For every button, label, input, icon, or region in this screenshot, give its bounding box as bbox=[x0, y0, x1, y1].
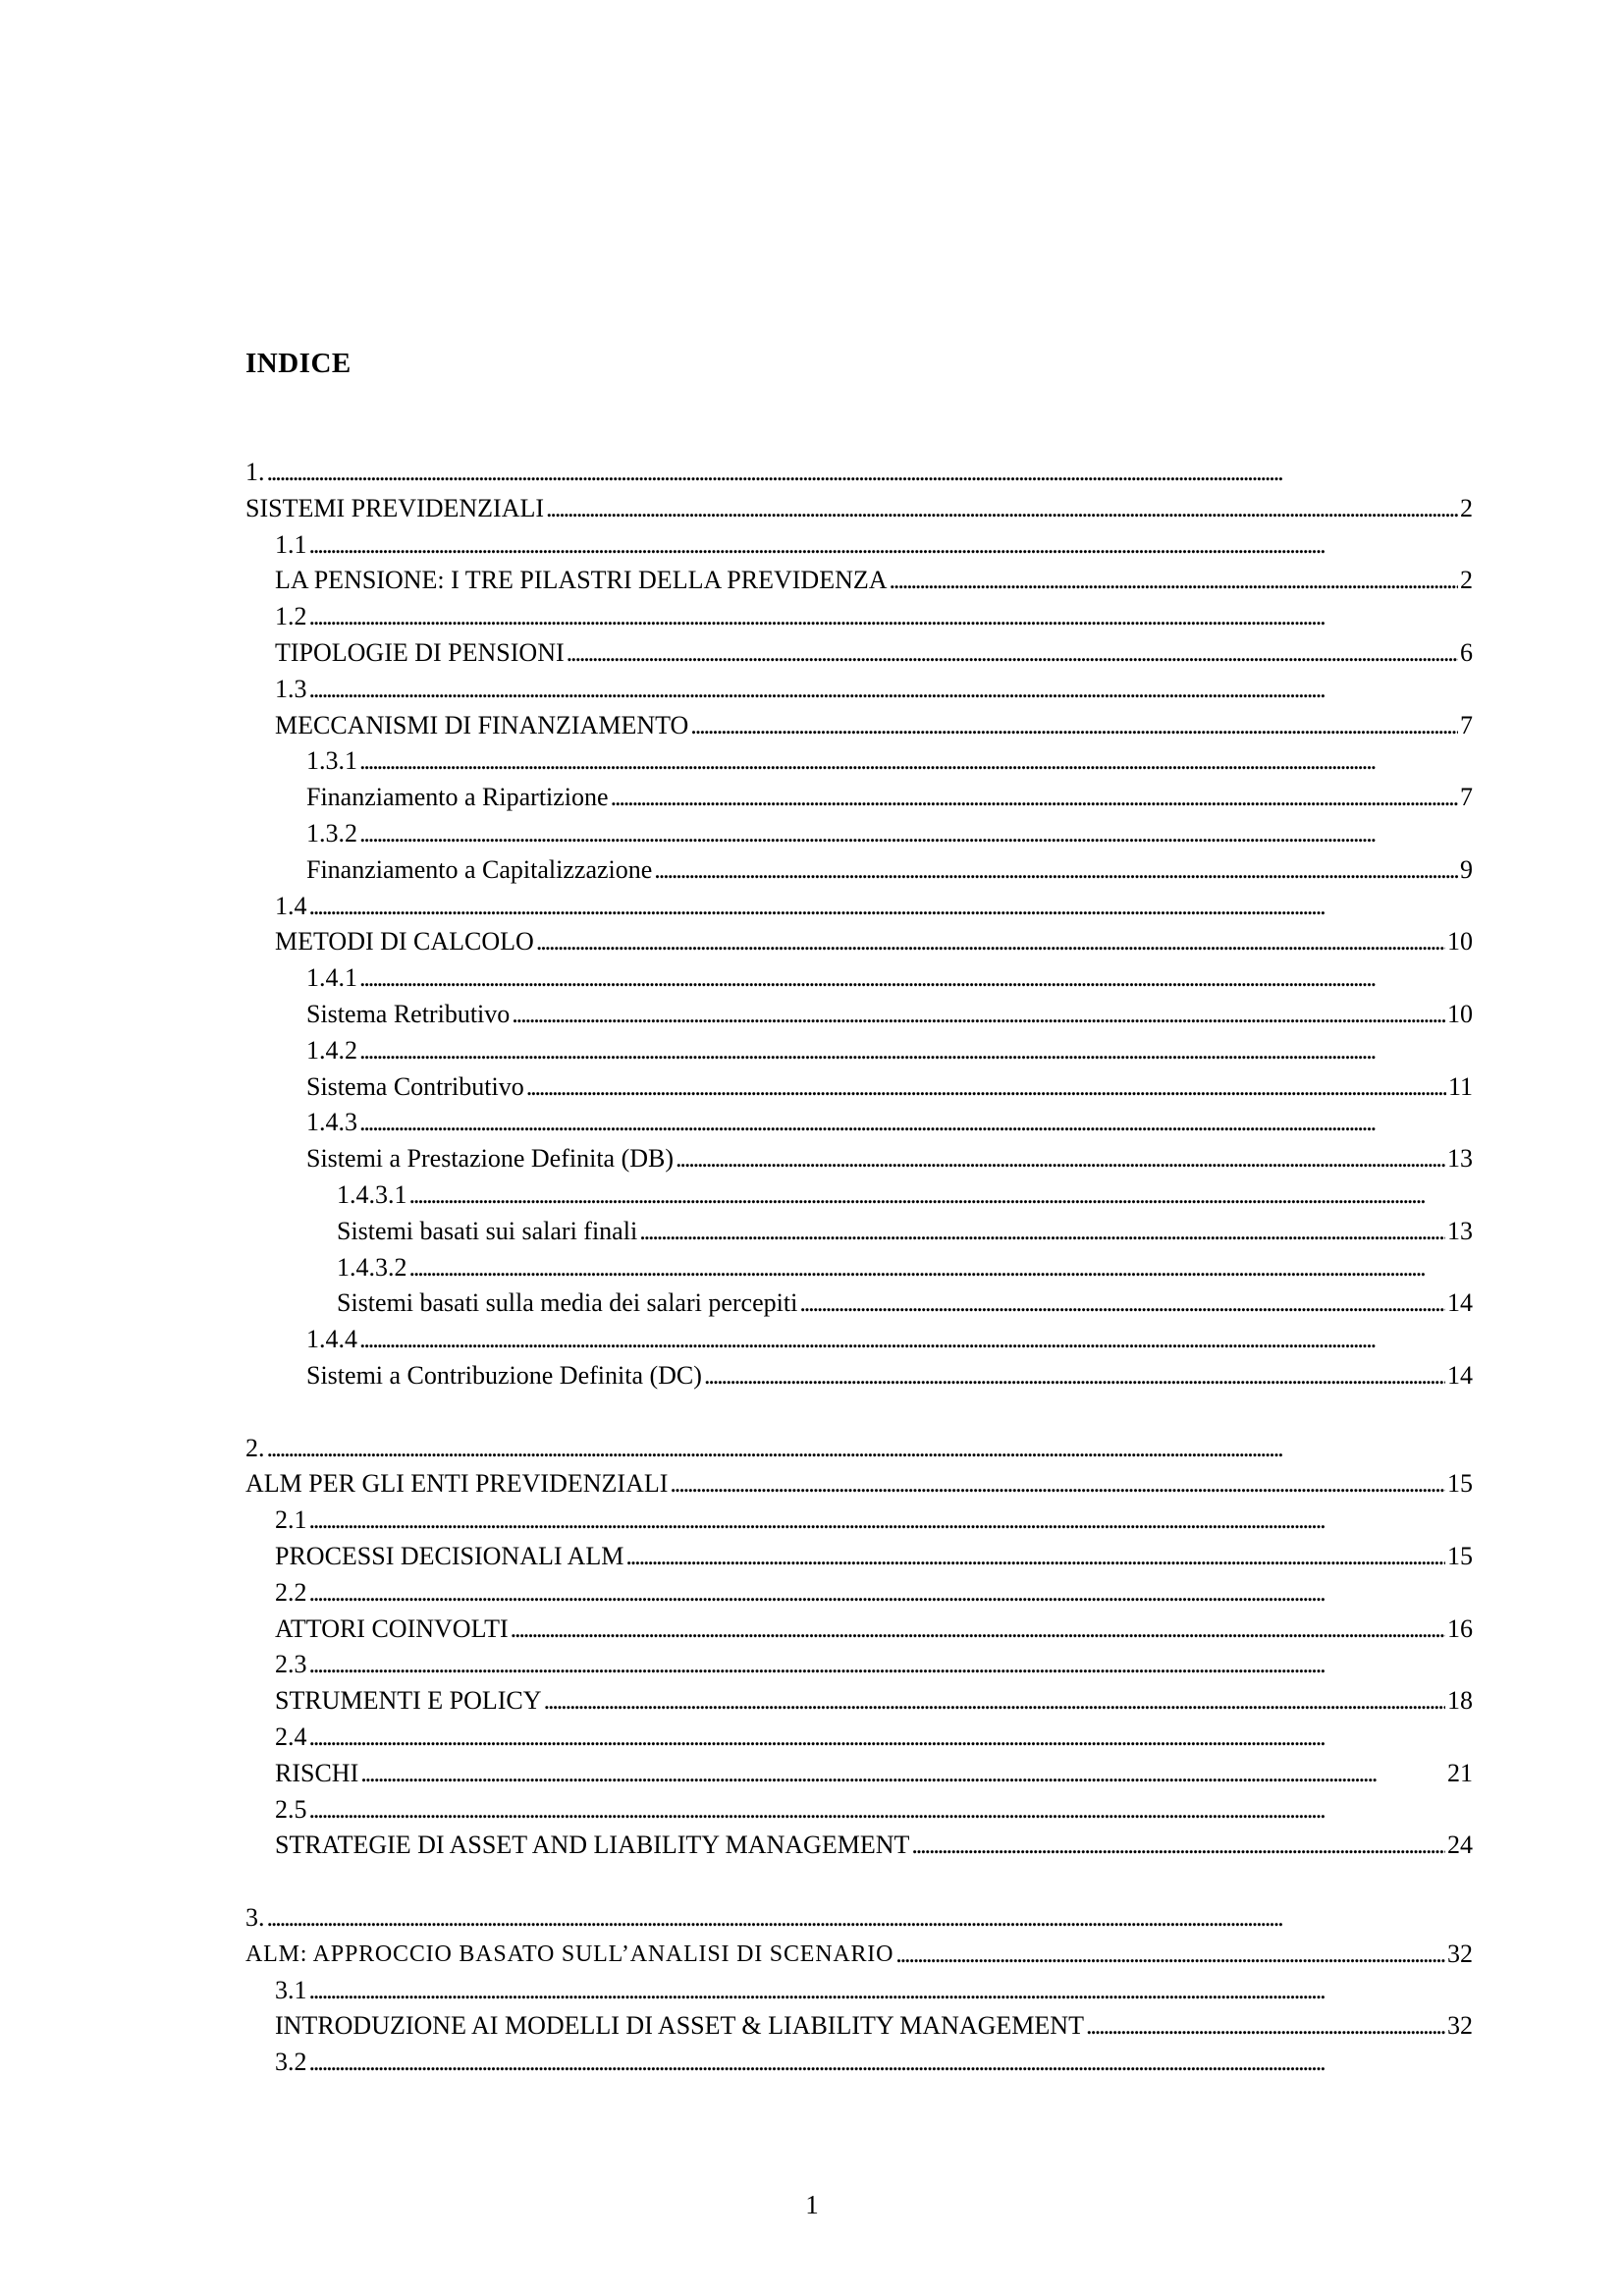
toc-entry-text: ATTORI COINVOLTI bbox=[275, 1613, 509, 1643]
toc-entry-number[interactable] bbox=[245, 456, 1465, 489]
toc-entry-page: 24 bbox=[1447, 1831, 1473, 1860]
toc-entry-text: 1.4.4 bbox=[306, 1325, 357, 1354]
toc-entry-number[interactable] bbox=[306, 1034, 1465, 1067]
toc-entry[interactable] bbox=[306, 853, 1473, 887]
toc-entry-text: 1.3 bbox=[275, 674, 307, 703]
dot-leader bbox=[567, 636, 1458, 670]
dot-leader bbox=[544, 1684, 1445, 1718]
dot-leader bbox=[309, 2046, 1466, 2079]
toc-entry[interactable] bbox=[275, 925, 1473, 958]
toc-entry[interactable] bbox=[275, 564, 1473, 597]
toc-entry-number[interactable] bbox=[275, 1974, 1465, 2007]
dot-leader bbox=[512, 998, 1445, 1031]
toc-entry-number[interactable] bbox=[275, 528, 1465, 562]
dot-leader bbox=[911, 1829, 1445, 1862]
dot-leader bbox=[309, 1793, 1466, 1827]
toc-entry-number[interactable] bbox=[245, 1901, 1465, 1935]
toc-entry-text: 1.4.2 bbox=[306, 1035, 357, 1065]
toc-entry-page: 7 bbox=[1460, 783, 1473, 812]
toc-entry[interactable] bbox=[245, 492, 1473, 525]
toc-entry-text: 1.4.3.1 bbox=[337, 1180, 407, 1209]
toc-entry-text: MECCANISMI DI FINANZIAMENTO bbox=[275, 710, 689, 739]
toc-entry[interactable] bbox=[306, 1070, 1473, 1104]
dot-leader bbox=[890, 564, 1458, 597]
toc-entry-number[interactable] bbox=[306, 1106, 1465, 1139]
toc-entry-number[interactable] bbox=[275, 1576, 1465, 1610]
toc-entry-page: 32 bbox=[1447, 1939, 1473, 1968]
dot-leader bbox=[267, 1432, 1466, 1465]
toc-entry-number[interactable] bbox=[275, 673, 1465, 706]
toc-entry[interactable] bbox=[245, 1467, 1473, 1501]
toc-entry[interactable] bbox=[275, 1540, 1473, 1573]
dot-leader bbox=[267, 456, 1466, 489]
toc-entry-text: TIPOLOGIE DI PENSIONI bbox=[275, 638, 565, 667]
toc-entry-text: 1.4.3.2 bbox=[337, 1252, 407, 1282]
page-number: 1 bbox=[805, 2190, 819, 2219]
dot-leader bbox=[536, 925, 1445, 958]
toc-entry-page: 2 bbox=[1460, 566, 1473, 595]
toc-entry-page: 6 bbox=[1460, 638, 1473, 667]
toc-entry-page: 14 bbox=[1447, 1288, 1473, 1318]
toc-entry-text: 3.2 bbox=[275, 2048, 307, 2077]
toc-entry-text: Sistema Contributivo bbox=[306, 1071, 524, 1101]
toc-entry-text: 3. bbox=[245, 1903, 265, 1932]
toc-entry[interactable] bbox=[275, 1613, 1473, 1646]
dot-leader bbox=[267, 1901, 1466, 1935]
dot-leader bbox=[704, 1359, 1445, 1393]
dot-leader bbox=[546, 492, 1458, 525]
toc-entry[interactable] bbox=[337, 1215, 1473, 1248]
toc-entry-text: Finanziamento a Ripartizione bbox=[306, 783, 609, 812]
toc-entry-page: 16 bbox=[1447, 1613, 1473, 1643]
dot-leader bbox=[511, 1613, 1445, 1646]
toc-entry-text: Sistema Retributivo bbox=[306, 1000, 511, 1028]
dot-leader bbox=[309, 673, 1466, 706]
dot-leader bbox=[409, 1251, 1466, 1285]
toc-title: INDICE bbox=[245, 348, 352, 379]
toc-entry[interactable] bbox=[245, 1938, 1473, 1971]
toc-entry-text: STRATEGIE DI ASSET AND LIABILITY MANAGEMENT bbox=[275, 1831, 910, 1860]
toc-entry-page: 10 bbox=[1447, 927, 1473, 957]
dot-leader bbox=[359, 744, 1465, 778]
dot-leader bbox=[625, 1540, 1445, 1573]
dot-leader bbox=[690, 709, 1458, 742]
toc-entry-number[interactable] bbox=[306, 1323, 1465, 1356]
toc-entry-number[interactable] bbox=[337, 1178, 1465, 1212]
toc-entry-text: 3.1 bbox=[275, 1975, 307, 2004]
dot-leader bbox=[1086, 2009, 1445, 2043]
toc-entry[interactable] bbox=[306, 1359, 1473, 1393]
dot-leader bbox=[670, 1467, 1445, 1501]
toc-entry-page: 15 bbox=[1447, 1469, 1473, 1499]
dot-leader bbox=[359, 1034, 1465, 1067]
dot-leader bbox=[359, 1106, 1465, 1139]
dot-leader bbox=[654, 853, 1458, 887]
toc-entry-text: Sistemi basati sulla media dei salari percepiti bbox=[337, 1288, 798, 1318]
toc-entry-number[interactable] bbox=[275, 600, 1465, 633]
toc-entry-text: METODI DI CALCOLO bbox=[275, 927, 534, 957]
dot-leader bbox=[359, 1323, 1465, 1356]
toc-entry-text: 1.3.1 bbox=[306, 746, 357, 776]
toc-entry-text: 2.4 bbox=[275, 1722, 307, 1751]
toc-entry-text: SISTEMI PREVIDENZIALI bbox=[245, 493, 545, 522]
toc-entry-page: 15 bbox=[1447, 1542, 1473, 1570]
toc-entry-page: 18 bbox=[1447, 1686, 1473, 1716]
toc-entry[interactable] bbox=[275, 1684, 1473, 1718]
toc-entry-text: 1.1 bbox=[275, 529, 307, 559]
toc-entry-page: 14 bbox=[1447, 1361, 1473, 1390]
dot-leader bbox=[309, 1721, 1466, 1754]
toc-entry-page: 10 bbox=[1447, 1000, 1473, 1028]
toc-entry-text: 1.3.2 bbox=[306, 819, 357, 847]
toc-entry-number[interactable] bbox=[275, 1648, 1465, 1681]
dot-leader bbox=[639, 1215, 1445, 1248]
toc-entry-text: RISCHI bbox=[275, 1758, 359, 1787]
dot-leader bbox=[799, 1286, 1445, 1320]
dot-leader bbox=[359, 961, 1465, 995]
toc-entry[interactable] bbox=[306, 998, 1473, 1031]
toc-entry-text: 1. bbox=[245, 458, 265, 486]
toc-entry-text: Sistemi basati sui salari finali bbox=[337, 1216, 638, 1245]
toc-entry-text: 2.3 bbox=[275, 1650, 307, 1679]
toc-entry-number[interactable] bbox=[337, 1251, 1465, 1285]
toc-entry-text: INTRODUZIONE AI MODELLI DI ASSET & LIABILITY MANAGEMENT bbox=[275, 2011, 1084, 2041]
toc-entry-text: ALM: APPROCCIO BASATO SULL’ANALISI DI SCENARIO bbox=[245, 1941, 894, 1967]
toc-entry-text: 1.4 bbox=[275, 891, 307, 920]
toc-entry-text: Finanziamento a Capitalizzazione bbox=[306, 854, 653, 884]
dot-leader bbox=[309, 600, 1466, 633]
dot-leader bbox=[895, 1938, 1445, 1971]
toc-entry-text: 2.1 bbox=[275, 1505, 307, 1535]
dot-leader bbox=[526, 1070, 1446, 1104]
toc-entry[interactable] bbox=[275, 2009, 1473, 2043]
toc-entry-page: 21 bbox=[1447, 1758, 1473, 1787]
dot-leader bbox=[360, 1757, 1445, 1790]
dot-leader bbox=[409, 1178, 1466, 1212]
toc-entry-number[interactable] bbox=[275, 1721, 1465, 1754]
toc-entry[interactable] bbox=[275, 1757, 1473, 1790]
toc-entry-page: 13 bbox=[1447, 1216, 1473, 1245]
dot-leader bbox=[309, 1503, 1466, 1537]
toc-entry[interactable] bbox=[275, 709, 1473, 742]
toc-entry-page: 11 bbox=[1447, 1071, 1473, 1101]
dot-leader bbox=[309, 528, 1466, 562]
toc-entry[interactable] bbox=[306, 1142, 1473, 1175]
toc-entry[interactable] bbox=[306, 781, 1473, 814]
toc-entry-number[interactable] bbox=[306, 744, 1465, 778]
toc-entry-number[interactable] bbox=[275, 890, 1465, 923]
toc-entry-text: 2.2 bbox=[275, 1577, 307, 1607]
toc-entry-text: 1.4.1 bbox=[306, 963, 357, 993]
toc-entry-text: 1.2 bbox=[275, 602, 307, 631]
toc-entry-page: 7 bbox=[1460, 710, 1473, 739]
toc-entry-text: PROCESSI DECISIONALI ALM bbox=[275, 1542, 624, 1570]
dot-leader bbox=[309, 1648, 1466, 1681]
toc-entry[interactable] bbox=[275, 636, 1473, 670]
toc-entry-text: ALM PER GLI ENTI PREVIDENZIALI bbox=[245, 1469, 669, 1499]
toc-entry-number[interactable] bbox=[275, 1793, 1465, 1827]
toc-entry-text: STRUMENTI E POLICY bbox=[275, 1686, 542, 1716]
toc-entry-page: 2 bbox=[1460, 493, 1473, 522]
toc-entry-text: LA PENSIONE: I TRE PILASTRI DELLA PREVIDENZA bbox=[275, 566, 888, 595]
dot-leader bbox=[359, 817, 1465, 850]
toc-entry-text: Sistemi a Prestazione Definita (DB) bbox=[306, 1144, 675, 1174]
toc-entry-number[interactable] bbox=[306, 961, 1465, 995]
toc-entry[interactable] bbox=[337, 1286, 1473, 1320]
toc-entry-number[interactable] bbox=[275, 2046, 1465, 2079]
toc-entry-number[interactable] bbox=[306, 817, 1465, 850]
dot-leader bbox=[309, 890, 1466, 923]
dot-leader bbox=[676, 1142, 1445, 1175]
toc-entry-number[interactable] bbox=[245, 1432, 1465, 1465]
dot-leader bbox=[309, 1576, 1466, 1610]
toc-entry-text: 2.5 bbox=[275, 1794, 307, 1824]
toc-entry-page: 32 bbox=[1447, 2011, 1473, 2041]
toc-entry-page: 13 bbox=[1447, 1144, 1473, 1174]
toc-entry-page: 9 bbox=[1460, 854, 1473, 884]
toc-entry-text: 2. bbox=[245, 1433, 265, 1462]
toc-entry-text: Sistemi a Contribuzione Definita (DC) bbox=[306, 1361, 702, 1390]
dot-leader bbox=[309, 1974, 1466, 2007]
toc-entry[interactable] bbox=[275, 1829, 1473, 1862]
dot-leader bbox=[611, 781, 1458, 814]
toc-entry-number[interactable] bbox=[275, 1503, 1465, 1537]
toc-entry-text: 1.4.3 bbox=[306, 1108, 357, 1137]
